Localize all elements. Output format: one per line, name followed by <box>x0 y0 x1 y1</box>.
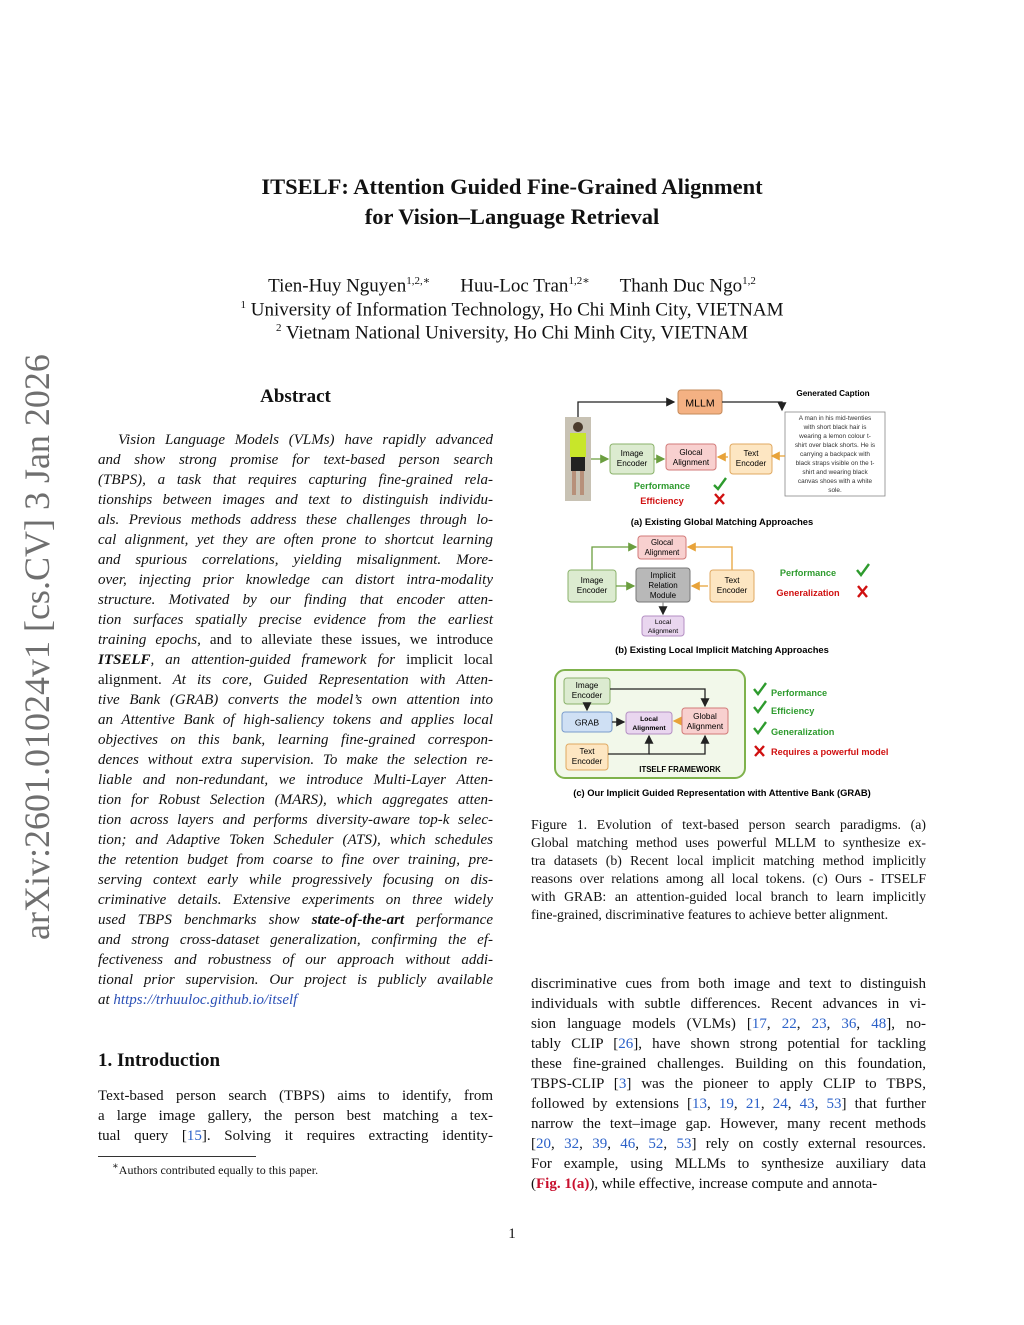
mllm-label: MLLM <box>685 397 715 410</box>
arrow-mllm-to-caption <box>722 402 782 410</box>
affiliation-text: University of Information Technology, Ho Chi Minh City, VIETNAM <box>250 299 784 321</box>
paper-title-line-2: for Vision–Language Retrieval <box>364 204 660 229</box>
abstract-line: criminative details. Extensive experiments on three widely <box>98 892 493 908</box>
caption-line: wearing a lemon colour t- <box>799 433 871 440</box>
body-line: (Fig. 1(a)), while effective, increase compute and annota- <box>531 1176 878 1192</box>
efficiency-label: Efficiency <box>771 706 815 716</box>
abstract-line: als. Previous methods address these challenges through lo- <box>98 512 493 528</box>
citation-link[interactable]: 53 <box>826 1096 842 1112</box>
body-span: ] rely on costly external resources. <box>691 1136 927 1152</box>
paper-title-line-1: ITSELF: Attention Guided Fine-Grained Alignment <box>261 174 763 199</box>
citation-link[interactable]: 36 <box>841 1016 857 1032</box>
intro-line <box>98 1126 493 1146</box>
figure-ref-link[interactable]: (a) <box>571 1176 590 1192</box>
citation-link[interactable]: 3 <box>618 1076 627 1092</box>
caption-line: Global matching method uses powerful MLLM to synthesize ex- <box>531 835 926 850</box>
abstract-line: tion surfaces spatially precise evidence from the earliest <box>98 612 493 628</box>
text-encoder-label: Encoder <box>716 586 748 595</box>
body-line: followed by extensions [13, 19, 21, 24, 43, 53] that further <box>531 1096 927 1112</box>
local-alignment-label: Alignment <box>647 628 679 635</box>
affiliation-2 <box>0 317 1024 344</box>
caption-line: Figure 1. Evolution of text-based person search paradigms. (a) <box>531 817 926 832</box>
page-number: 1 <box>508 1226 516 1242</box>
author-name: Thanh Duc Ngo <box>619 275 743 297</box>
intro-span: ]. Solving it requires extracting identity- <box>201 1128 493 1144</box>
glocal-label: Glocal <box>650 538 674 547</box>
local-alignment-label: Alignment <box>632 725 666 732</box>
performance-label: Performance <box>779 568 837 578</box>
caption-line: carrying a backpack with <box>800 451 870 458</box>
implicit-module-label: Implicit <box>650 571 676 580</box>
citation-link[interactable]: 17 <box>751 1016 767 1032</box>
panel-c <box>555 670 888 798</box>
abstract-span: performance <box>416 912 493 928</box>
caption-line: canvas shoes with a white <box>797 478 873 485</box>
image-encoder-label: Encoder <box>576 586 608 595</box>
abstract-line <box>98 630 493 650</box>
body-span: tably CLIP [ <box>531 1036 619 1052</box>
photo-head <box>573 422 583 432</box>
person-image <box>565 417 591 501</box>
check-icon <box>754 683 766 694</box>
citation-link[interactable]: 43 <box>799 1096 815 1112</box>
framework-label: ITSELF FRAMEWORK <box>639 765 721 774</box>
abstract-heading: Abstract <box>260 386 331 407</box>
local-alignment-label: Local <box>640 716 658 723</box>
abstract-span: alignment. <box>98 672 162 688</box>
caption-line: fine-grained, discriminative features to achieve better alignment. <box>531 907 889 922</box>
body-line: discriminative cues from both image and text to distinguish <box>531 976 926 992</box>
body-line: sion language models (VLMs) [17, 22, 23, 36, 48], no- <box>531 1016 927 1032</box>
intro-span: tual query [ <box>98 1128 187 1144</box>
photo-shirt <box>570 433 586 457</box>
abstract-span: at <box>98 992 110 1008</box>
citation-link[interactable]: 21 <box>745 1096 761 1112</box>
caption-line: with short black hair is <box>803 424 867 431</box>
author-name: Tien-Huy Nguyen <box>268 275 407 297</box>
body-line: [20, 32, 39, 46, 52, 53] rely on costly external resources. <box>531 1136 927 1152</box>
implicit-module-label: Relation <box>648 581 678 590</box>
citation-link[interactable]: 26 <box>618 1036 634 1052</box>
project-link[interactable]: https://trhuuloc.github.io/itself <box>113 992 298 1008</box>
generated-caption-title: Generated Caption <box>796 389 870 398</box>
affiliation-num: 1 <box>240 299 246 311</box>
body-line: these fine-grained challenges. Building on this foundation, <box>531 1056 926 1072</box>
intro-line: a large image gallery, the person best matching a tex- <box>98 1108 493 1124</box>
abstract-line: and show strong promise for text-based person search <box>98 452 493 468</box>
image-encoder-label: Encoder <box>571 691 603 700</box>
figure-ref-link[interactable]: Fig. <box>536 1176 561 1192</box>
citation-link[interactable]: 52 <box>648 1136 664 1152</box>
caption-line: shirt and wearing black <box>802 469 868 476</box>
body-line <box>531 1074 926 1094</box>
glocal-label: Alignment <box>672 458 710 467</box>
abstract-span: training epochs, <box>98 632 201 648</box>
introduction-body <box>98 1086 493 1146</box>
body-line: For example, using MLLMs to synthesize auxiliary data <box>531 1156 926 1172</box>
introduction-heading: 1. Introduction <box>98 1050 221 1071</box>
affiliation-text: Vietnam National University, Ho Chi Minh City, VIETNAM <box>285 322 748 344</box>
image-encoder-label: Encoder <box>616 459 648 468</box>
body-span: ] was the pioneer to apply CLIP to TBPS, <box>626 1076 926 1092</box>
body-span: sion language models (VLMs) [ <box>531 1016 752 1032</box>
efficiency-label: Efficiency <box>640 496 684 506</box>
abstract-line: dences without extra supervision. To make the selection re- <box>98 752 493 768</box>
caption-line: with GRAB: an attention-guided local branch to learn implicitly <box>531 889 926 904</box>
generalization-label: Generalization <box>771 727 835 737</box>
abstract-line: over, injecting prior knowledge can distort intra-modality <box>98 572 493 588</box>
abstract-line: tion for Robust Selection (MARS), which aggregates atten- <box>98 792 493 808</box>
check-icon <box>754 701 766 712</box>
glocal-label: Glocal <box>679 448 703 457</box>
author-name: Huu-Loc Tran <box>460 275 569 297</box>
abstract-line: and spurious correlations, yielding misalignment. More- <box>98 552 493 568</box>
text-encoder-label: Encoder <box>571 757 603 766</box>
abstract-line <box>98 990 493 1010</box>
abstract-line: the retention budget from coarse to fine over training, pre- <box>98 852 493 868</box>
body-span: ], no- <box>886 1016 927 1032</box>
caption-line: sole. <box>828 487 842 494</box>
arrow-image-to-mllm <box>578 402 674 417</box>
panel-b-label: (b) Existing Local Implicit Matching Approaches <box>615 644 829 655</box>
abstract-line: and strong cross-dataset generalization, confirming the ef- <box>98 932 493 948</box>
citation-link[interactable]: 15 <box>186 1128 202 1144</box>
photo-leg <box>580 471 584 495</box>
photo-shorts <box>571 457 585 471</box>
panel-c-label: (c) Our Implicit Guided Representation with Attentive Bank (GRAB) <box>573 787 871 798</box>
footnote-rule <box>98 1156 256 1157</box>
caption-text <box>795 415 875 494</box>
abstract-line <box>98 650 493 670</box>
figure-1-diagram <box>550 384 930 804</box>
figure-1 <box>550 384 930 804</box>
sota-emphasis: state-of-the-art <box>311 912 405 928</box>
caption-line: A man in his mid-twenties <box>798 415 872 422</box>
citation-link[interactable]: 13 <box>692 1096 708 1112</box>
abstract-line: liable and non-redundant, we introduce Multi-Layer Atten- <box>98 772 493 788</box>
image-encoder-label: Image <box>575 681 599 690</box>
image-encoder-label: Image <box>620 449 644 458</box>
citation-link[interactable]: 23 <box>811 1016 827 1032</box>
cross-icon <box>715 494 724 504</box>
right-column-body <box>531 974 926 1194</box>
requires-label: Requires a powerful model <box>771 747 889 757</box>
footnote-mark: ∗ <box>112 1161 119 1172</box>
caption-line: tra datasets (b) Recent local implicit matching method implicitly <box>531 853 926 868</box>
abstract-line: tionships between images and text to distinguish individu- <box>98 492 493 508</box>
figure-1-caption <box>531 816 926 924</box>
footnote-text: Authors contributed equally to this paper. <box>118 1163 319 1177</box>
citation-link[interactable]: 32 <box>564 1136 580 1152</box>
image-encoder-label: Image <box>580 576 604 585</box>
body-span: ), while effective, increase compute and annota- <box>589 1176 878 1192</box>
abstract-line: fectiveness and robustness of our approach without addi- <box>98 952 493 968</box>
local-alignment-label: Local <box>654 619 672 626</box>
global-alignment-label: Alignment <box>686 722 724 731</box>
citation-link[interactable]: 46 <box>620 1136 636 1152</box>
abstract-line: tion across layers and performs diversity-aware top-k selec- <box>98 812 493 828</box>
abstract-line: structure. Motivated by our finding that encoder atten- <box>98 592 493 608</box>
body-line: individuals with subtle differences. Recent advances in vi- <box>531 996 926 1012</box>
check-icon <box>857 564 869 575</box>
abstract-line: Vision Language Models (VLMs) have rapidly advanced <box>118 432 493 448</box>
panel-a-label: (a) Existing Global Matching Approaches <box>630 516 814 527</box>
performance-label: Performance <box>771 688 828 698</box>
abstract-line: cal alignment, yet they are often prone to shortcut learning <box>98 532 493 548</box>
figure-ref-link[interactable]: 1 <box>564 1176 572 1192</box>
cross-icon <box>755 746 764 756</box>
body-line <box>531 1034 926 1054</box>
caption-line: shirt over black shorts. He is <box>794 442 876 449</box>
caption-line: black straps visible on the t- <box>795 460 875 467</box>
abstract-line: tional prior supervision. Our project is publicly available <box>98 972 493 988</box>
abstract-span: implicit local <box>406 652 493 668</box>
generalization-label: Generalization <box>776 588 840 598</box>
abstract-span: , an attention-guided framework for <box>150 652 396 668</box>
citation-link[interactable]: 48 <box>871 1016 887 1032</box>
panel-a <box>565 389 885 527</box>
implicit-module-label: Module <box>649 591 677 600</box>
affiliation-num: 2 <box>276 322 282 334</box>
author-marks: 1,2∗ <box>568 275 590 287</box>
abstract-line: serving context early while progressively focusing on dis- <box>98 872 493 888</box>
abstract-span: and to alleviate these issues, we introduce <box>209 632 494 648</box>
abstract-line: objectives on this bank, learning fine-grained correspon- <box>98 732 493 748</box>
global-alignment-label: Global <box>693 712 717 721</box>
abstract-body <box>98 430 493 1010</box>
abstract-line: (TBPS), a task that requires capturing fine-grained rela- <box>98 472 493 488</box>
check-icon <box>714 478 726 489</box>
body-line: narrow the text–image gap. However, many recent methods <box>531 1116 926 1132</box>
caption-line: reasons over relations among all local tokens. (c) Ours - ITSELF <box>531 871 926 886</box>
citation-link[interactable]: 24 <box>772 1096 788 1112</box>
body-span: TBPS-CLIP [ <box>531 1076 619 1092</box>
author-marks: 1,2,∗ <box>406 275 431 287</box>
citation-link[interactable]: 20 <box>536 1136 551 1152</box>
author-marks: 1,2 <box>742 275 756 287</box>
photo-leg <box>572 471 576 495</box>
glocal-label: Alignment <box>644 548 680 557</box>
abstract-line: an Attentive Bank of high-saliency tokens and applies local <box>98 712 493 728</box>
abstract-line <box>98 670 493 690</box>
abstract-line: tive Bank (GRAB) converts the model’s own attention into <box>98 692 493 708</box>
body-span: ] that further <box>841 1096 927 1112</box>
abstract-line: tion; and Adaptive Token Scheduler (ATS), which schedules <box>98 832 493 848</box>
abstract-span: At its core, Guided Representation with Atten- <box>172 672 493 688</box>
cross-icon <box>858 586 867 597</box>
check-icon <box>754 722 766 733</box>
arrow-image-to-glocal <box>592 547 636 570</box>
citation-link[interactable]: 53 <box>676 1136 692 1152</box>
text-encoder-label: Encoder <box>735 459 767 468</box>
abstract-line <box>98 910 493 930</box>
arrow-text-to-glocal <box>688 547 732 570</box>
arxiv-stamp: arXiv:2601.01024v1 [cs.CV] 3 Jan 2026 <box>17 354 57 940</box>
text-encoder-label: Text <box>579 747 595 756</box>
text-encoder-label: Text <box>743 449 759 458</box>
body-span: ], have shown strong potential for tackling <box>633 1036 927 1052</box>
grab-label: GRAB <box>574 717 600 728</box>
citation-link[interactable]: 22 <box>781 1016 797 1032</box>
intro-line: Text-based person search (TBPS) aims to identify, from <box>98 1088 493 1104</box>
citation-link[interactable]: 39 <box>592 1136 608 1152</box>
footnote <box>112 1161 318 1178</box>
body-span: followed by extensions [ <box>531 1096 693 1112</box>
text-encoder-label: Text <box>724 576 740 585</box>
citation-link[interactable]: 19 <box>718 1096 734 1112</box>
panel-b <box>568 536 869 655</box>
performance-label: Performance <box>633 481 691 491</box>
abstract-span: used TBPS benchmarks show <box>98 912 300 928</box>
itself-name: ITSELF <box>98 652 151 668</box>
